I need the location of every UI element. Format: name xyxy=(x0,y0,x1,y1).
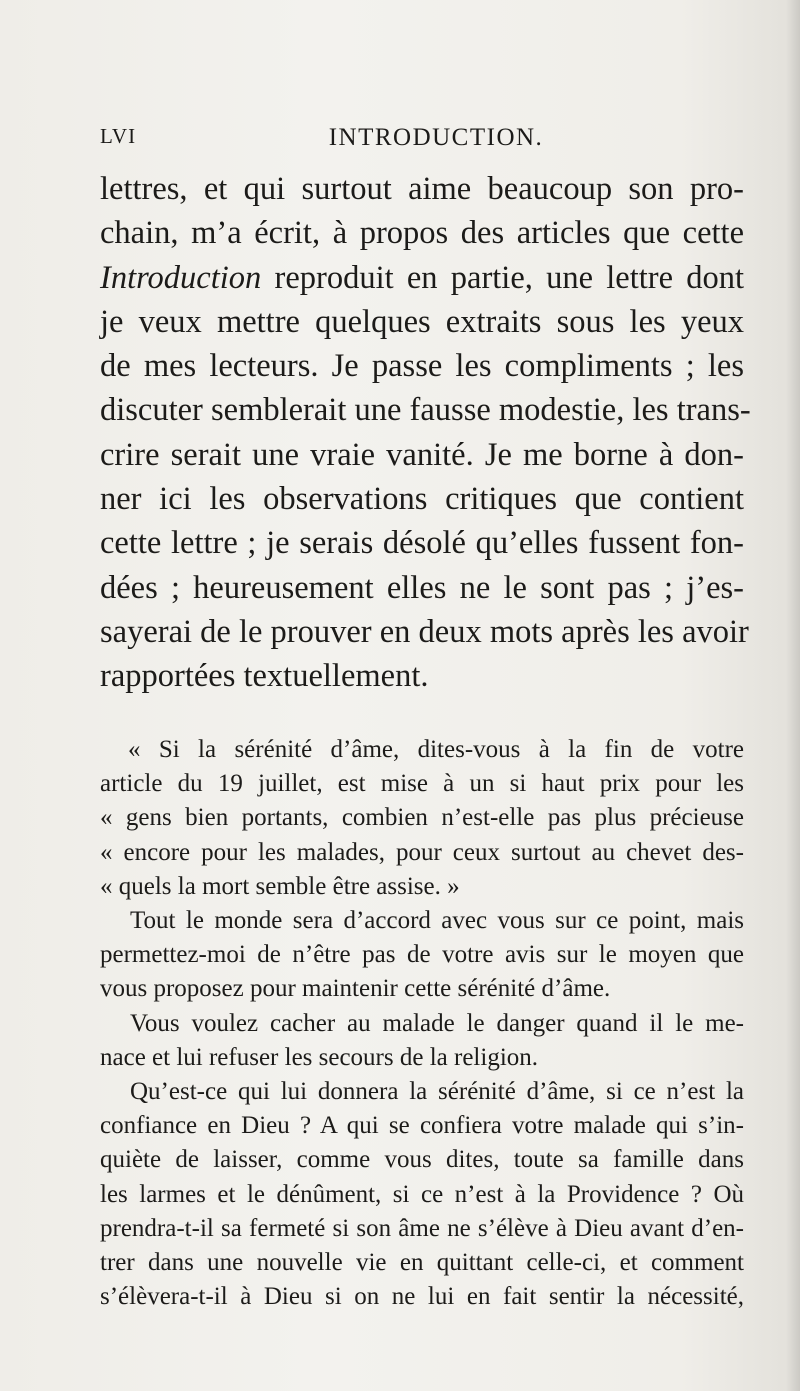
quote-line: « gens bien portants, combien n’est-elle pas plus précieuse xyxy=(100,804,744,832)
quote-line: Vous voulez cacher au malade le danger quand il le me- xyxy=(130,1009,744,1037)
page-number: LVI xyxy=(100,124,137,148)
body-line xyxy=(100,256,744,300)
body-line: lettres, et qui surtout aime beaucoup son pro- xyxy=(100,171,744,207)
quote-line: « encore pour les malades, pour ceux surtout au chevet des- xyxy=(100,838,744,866)
quote-line: article du 19 juillet, est mise à un si haut prix pour les xyxy=(100,770,744,798)
quote-line: quiète de laisser, comme vous dites, toute sa famille dans xyxy=(100,1146,744,1174)
body-line: crire serait une vraie vanité. Je me borne à don- xyxy=(100,436,744,473)
body-line: cette lettre ; je serais désolé qu’elles fussent fon- xyxy=(100,525,744,562)
body-line: ner ici les observations critiques que contient xyxy=(100,481,744,518)
quote-line: « quels la mort semble être assise. » xyxy=(100,872,460,900)
quote-line: Tout le monde sera d’accord avec vous sur ce point, mais xyxy=(130,907,744,935)
body-line: je veux mettre quelques extraits sous les yeux xyxy=(100,303,744,340)
page-edge-shadow xyxy=(786,0,800,1391)
quote-line: « Si la sérénité d’âme, dites-vous à la fin de votre xyxy=(128,736,744,763)
running-head xyxy=(100,124,752,164)
main-paragraph xyxy=(100,167,751,699)
quote-line: trer dans une nouvelle vie en quittant celle-ci, et comment xyxy=(100,1249,744,1277)
italic-title: Introduction xyxy=(100,259,262,296)
body-line-rest: reproduit en partie, une lettre dont xyxy=(274,259,745,296)
body-line: chain, m’a écrit, à propos des articles que cette xyxy=(100,215,744,252)
body-line: rapportées textuellement. xyxy=(100,658,429,695)
body-line: dées ; heureusement elles ne le sont pas ; j’es- xyxy=(100,569,744,606)
quote-line: prendra-t-il sa fermeté si son âme ne s’élève à Dieu avant d’en- xyxy=(100,1214,744,1242)
quote-line: nace et lui refuser les secours de la religion. xyxy=(100,1043,539,1071)
quote-line: les larmes et le dénûment, si ce n’est à la Providence ? Où xyxy=(100,1180,744,1208)
quote-line: confiance en Dieu ? A qui se confiera votre malade qui s’in- xyxy=(100,1112,744,1140)
body-line: discuter semblerait une fausse modestie, les trans- xyxy=(100,392,751,429)
body-line: sayerai de le prouver en deux mots après les avoir xyxy=(100,613,749,650)
quote-line: Qu’est-ce qui lui donnera la sérénité d’âme, si ce n’est la xyxy=(130,1078,744,1106)
body-line: de mes lecteurs. Je passe les compliments ; les xyxy=(100,348,744,385)
quoted-letter xyxy=(100,733,744,1314)
running-title: INTRODUCTION. xyxy=(328,124,544,151)
quote-line: permettez-moi de n’être pas de votre avis sur le moyen que xyxy=(100,941,744,969)
quote-line: vous proposez pour maintenir cette sérénité d’âme. xyxy=(100,975,611,1003)
quote-line: s’élèvera-t-il à Dieu si on ne lui en fait sentir la nécessité, xyxy=(100,1283,744,1311)
